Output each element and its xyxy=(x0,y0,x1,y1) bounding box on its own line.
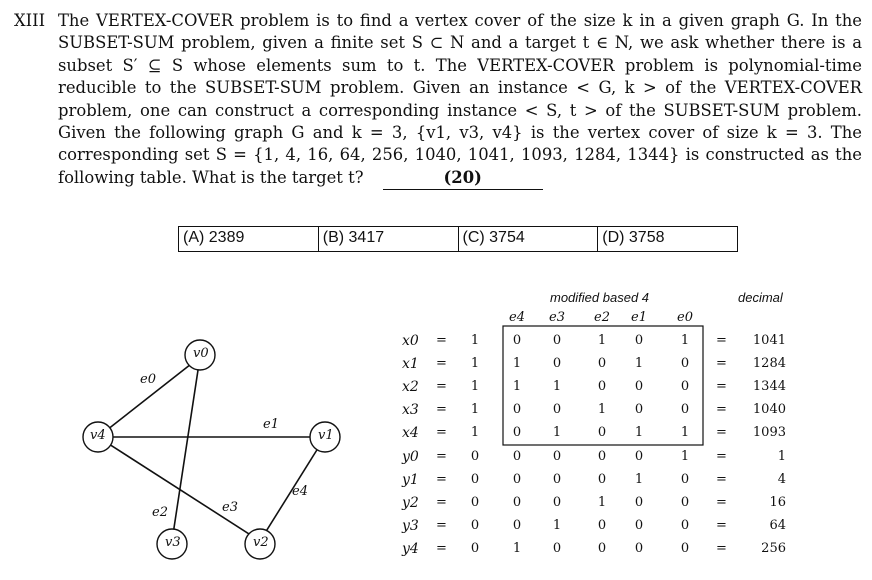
row-label: x3 xyxy=(402,402,419,419)
row-lead-digit: 0 xyxy=(470,448,480,464)
row-lead-digit: 1 xyxy=(470,425,480,441)
table-cell: 1 xyxy=(512,356,522,372)
equals-sign: = xyxy=(716,540,727,556)
table-cell: 0 xyxy=(634,448,644,464)
equals-sign: = xyxy=(716,333,727,348)
table-cell: 0 xyxy=(634,402,644,418)
table-cell: 0 xyxy=(552,494,562,510)
equals-sign: = xyxy=(716,471,727,487)
row-lead-digit: 0 xyxy=(470,494,480,510)
table-cell: 0 xyxy=(597,425,607,441)
table-cell: 1 xyxy=(597,402,607,418)
row-decimal-value: 1 xyxy=(777,448,786,464)
table-cell: 0 xyxy=(680,402,690,418)
table-cell: 0 xyxy=(512,448,522,464)
row-label: x1 xyxy=(402,356,419,373)
equals-sign: = xyxy=(436,494,447,510)
option-c[interactable]: (C) 3754 xyxy=(458,227,598,251)
table-header-decimal: decimal xyxy=(738,290,783,305)
table-cell: 0 xyxy=(552,333,562,348)
edge-label-e4: e4 xyxy=(292,484,308,499)
table-cell: 0 xyxy=(512,402,522,418)
table-cell: 0 xyxy=(634,517,644,533)
table-cell: 0 xyxy=(597,448,607,464)
equals-sign: = xyxy=(716,379,727,395)
table-cell: 0 xyxy=(597,379,607,395)
table-cell: 0 xyxy=(680,517,690,533)
column-header-e4: e4 xyxy=(509,310,525,325)
equals-sign: = xyxy=(436,402,447,418)
table-cell: 0 xyxy=(597,517,607,533)
row-label: x0 xyxy=(402,333,419,349)
table-cell: 0 xyxy=(552,540,562,556)
table-cell: 0 xyxy=(634,379,644,395)
equals-sign: = xyxy=(716,402,727,418)
equals-sign: = xyxy=(716,448,727,464)
table-cell: 0 xyxy=(680,494,690,510)
table-cell: 0 xyxy=(634,333,644,348)
row-label: y2 xyxy=(402,494,419,511)
table-cell: 0 xyxy=(512,425,522,441)
column-header-e2: e2 xyxy=(594,310,610,325)
row-label: y0 xyxy=(402,448,419,465)
table-cell: 0 xyxy=(680,471,690,487)
table-cell: 0 xyxy=(552,471,562,487)
row-lead-digit: 1 xyxy=(470,356,480,372)
equals-sign: = xyxy=(436,540,447,556)
table-cell: 1 xyxy=(552,379,562,395)
equals-sign: = xyxy=(716,517,727,533)
vertex-label-v2: v2 xyxy=(253,535,269,550)
table-cell: 0 xyxy=(512,517,522,533)
question-number: XIII xyxy=(14,11,46,30)
row-lead-digit: 0 xyxy=(470,517,480,533)
equals-sign: = xyxy=(436,333,447,348)
edge-e2 xyxy=(172,357,200,541)
table-cell: 1 xyxy=(552,517,562,533)
row-lead-digit: 1 xyxy=(470,402,480,418)
row-lead-digit: 0 xyxy=(470,471,480,487)
equals-sign: = xyxy=(436,356,447,372)
row-decimal-value: 1041 xyxy=(752,333,786,348)
row-label: x2 xyxy=(402,379,419,396)
vertex-label-v1: v1 xyxy=(318,428,334,443)
vertex-label-v3: v3 xyxy=(165,535,181,550)
option-d[interactable]: (D) 3758 xyxy=(597,227,737,251)
table-cell: 0 xyxy=(680,540,690,556)
table-cell: 0 xyxy=(552,402,562,418)
row-decimal-value: 1284 xyxy=(752,356,786,372)
column-header-e0: e0 xyxy=(677,310,693,325)
row-label: y4 xyxy=(402,540,419,557)
option-a[interactable]: (A) 2389 xyxy=(183,229,245,246)
table-cell: 0 xyxy=(512,471,522,487)
table-cell: 0 xyxy=(512,494,522,510)
table-cell: 0 xyxy=(552,356,562,372)
table-cell: 0 xyxy=(680,356,690,372)
equals-sign: = xyxy=(716,425,727,441)
equals-sign: = xyxy=(436,448,447,464)
option-b[interactable]: (B) 3417 xyxy=(318,227,458,251)
row-decimal-value: 1040 xyxy=(752,402,786,418)
question-body: The VERTEX-COVER problem is to find a vertex cover of the size k in a given graph G. In the SUBSET-SUM problem, given a finite set S ⊂ N and a target t ∈ N, we ask whether there is a subset S′ ⊆ S whose elements sum to t. The VERTEX-COVER problem is polynomial-time reducible to the SUBSET-SUM problem. Given an instance < G, k > of the VERTEX-COVER problem, one can construct a corresponding instance < S, t > of the SUBSET-SUM problem. Given the following graph G and k = 3, {v1, v3, v4} is the vertex cover of size k = 3. The corresponding set S = {1, 4, 16, 64, 256, 1040, 1041, 1093, 1284, 1344} is constructed as the following table. What is the target t? xyxy=(58,11,862,187)
vertex-label-v0: v0 xyxy=(193,346,209,361)
table-cell: 0 xyxy=(597,540,607,556)
equals-sign: = xyxy=(436,425,447,441)
row-lead-digit: 0 xyxy=(470,540,480,556)
edge-e3 xyxy=(98,437,260,541)
column-header-e3: e3 xyxy=(549,310,565,325)
edge-label-e2: e2 xyxy=(152,505,168,520)
edge-label-e3: e3 xyxy=(222,500,238,515)
equals-sign: = xyxy=(436,517,447,533)
table-cell: 1 xyxy=(680,425,690,441)
row-decimal-value: 64 xyxy=(769,517,786,533)
edge-label-e0: e0 xyxy=(140,372,156,387)
row-label: x4 xyxy=(402,425,419,442)
table-cell: 0 xyxy=(597,356,607,372)
table-cell: 0 xyxy=(512,333,522,348)
equals-sign: = xyxy=(436,379,447,395)
table-cell: 0 xyxy=(634,540,644,556)
row-decimal-value: 1344 xyxy=(752,379,786,395)
table-cell: 1 xyxy=(597,333,607,348)
table-cell: 1 xyxy=(512,540,522,556)
column-header-e1: e1 xyxy=(631,310,647,325)
row-lead-digit: 1 xyxy=(470,379,480,395)
row-decimal-value: 4 xyxy=(777,471,786,487)
row-label: y3 xyxy=(402,517,419,534)
table-cell: 1 xyxy=(680,448,690,464)
table-cell: 0 xyxy=(552,448,562,464)
equals-sign: = xyxy=(716,356,727,372)
row-decimal-value: 1093 xyxy=(752,425,786,441)
table-cell: 1 xyxy=(634,356,644,372)
table-cell: 1 xyxy=(634,471,644,487)
row-decimal-value: 16 xyxy=(769,494,786,510)
table-cell: 1 xyxy=(512,379,522,395)
table-cell: 1 xyxy=(552,425,562,441)
table-cell: 0 xyxy=(680,379,690,395)
table-cell: 0 xyxy=(634,494,644,510)
vertex-label-v4: v4 xyxy=(90,428,106,443)
table-cell: 0 xyxy=(597,471,607,487)
edge-label-e1: e1 xyxy=(263,417,279,432)
row-lead-digit: 1 xyxy=(470,333,480,348)
answer-blank: (20) xyxy=(383,167,543,190)
table-cell: 1 xyxy=(597,494,607,510)
table-cell: 1 xyxy=(634,425,644,441)
equals-sign: = xyxy=(436,471,447,487)
row-decimal-value: 256 xyxy=(761,540,786,556)
table-cell: 1 xyxy=(680,333,690,348)
row-label: y1 xyxy=(402,471,419,488)
equals-sign: = xyxy=(716,494,727,510)
table-header-modified: modified based 4 xyxy=(550,290,650,305)
edge-e0 xyxy=(98,357,200,437)
